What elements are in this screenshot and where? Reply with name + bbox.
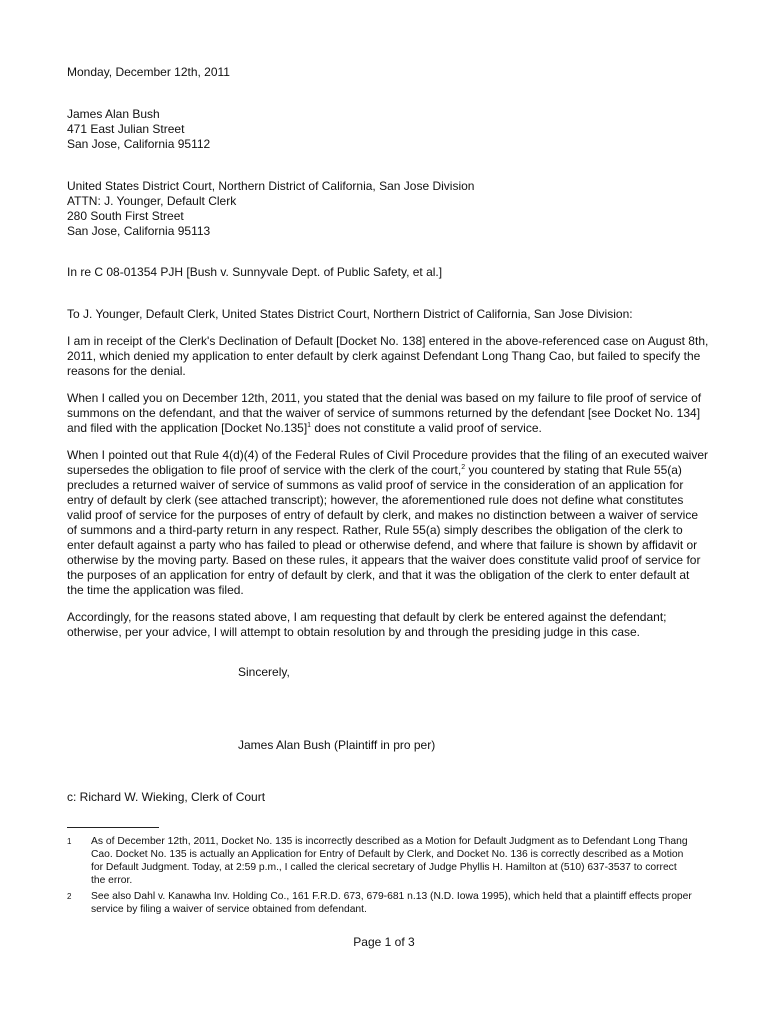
paragraph-line: the time the application was filed.: [67, 583, 244, 597]
footnote-line: Cao. Docket No. 135 is actually an Application for Entry of Default by Clerk, and Docket No. 136 is correctly described as a Motion: [91, 849, 684, 860]
paragraph-line: of summons and a third-party return in any respect. Rather, Rule 55(a) simply describes the obligation of the clerk to: [67, 523, 683, 537]
letter-date: Monday, December 12th, 2011: [67, 65, 230, 79]
recipient-attn: ATTN: J. Younger, Default Clerk: [67, 194, 237, 208]
footnote-line: the error.: [91, 875, 133, 886]
paragraph-line: Accordingly, for the reasons stated above, I am requesting that default by clerk be entered against the defendant;: [67, 610, 667, 624]
recipient-city: San Jose, California 95113: [67, 224, 211, 238]
paragraph-line: summons on the defendant, and that the waiver of service of summons returned by the defendant [see Docket No. 134]: [67, 406, 701, 420]
paragraph-line: valid proof of service for the purposes of entry of default by clerk, and makes no distinction between a waiver of service: [67, 508, 698, 522]
paragraph-1: [67, 334, 722, 379]
page-number: Page 1 of 3: [353, 935, 415, 949]
signature: James Alan Bush (Plaintiff in pro per): [238, 738, 436, 752]
paragraph-fragment: supersedes the obligation to file proof of service with the clerk of the court,: [67, 463, 462, 477]
sender-address: [67, 107, 722, 152]
footnote-ref-2[interactable]: 2: [461, 464, 466, 471]
paragraph-3: [67, 448, 722, 598]
paragraph-fragment: you countered by stating that Rule 55(a): [465, 463, 682, 477]
paragraph-line: precludes a returned waiver of service of summons as valid proof of service in the consideration of an application for: [67, 478, 684, 492]
paragraph-line: When I pointed out that Rule 4(d)(4) of the Federal Rules of Civil Procedure provides that the filing of an executed waiver: [67, 448, 709, 462]
footnote-ref-1[interactable]: 1: [307, 422, 312, 429]
paragraph-line: entry of default by clerk (see attached transcript); however, the aforementioned rule does not define what constitutes: [67, 493, 684, 507]
recipient-address: [67, 179, 722, 239]
sender-street: 471 East Julian Street: [67, 122, 185, 136]
paragraph-line: When I called you on December 12th, 2011, you stated that the denial was based on my failure to file proof of service of: [67, 391, 702, 405]
footnote-1: [67, 835, 727, 887]
footnote-line: See also Dahl v. Kanawha Inv. Holding Co., 161 F.R.D. 673, 679-681 n.13 (N.D. Iowa 1995), which held that a plaintiff effects proper: [91, 891, 692, 902]
paragraph-fragment: does not constitute a valid proof of service.: [311, 421, 542, 435]
paragraph-line: enter default against a party who has failed to plead or otherwise defend, and where that failure is shown by affidavit or: [67, 538, 698, 552]
sender-name: James Alan Bush: [67, 107, 160, 121]
paragraph-2: [67, 391, 722, 436]
re-line: In re C 08-01354 PJH [Bush v. Sunnyvale Dept. of Public Safety, et al.]: [67, 265, 443, 279]
closing: Sincerely,: [238, 665, 290, 679]
footnote-line: service by filing a waiver of service obtained from defendant.: [91, 904, 367, 915]
paragraph-line: [67, 421, 722, 436]
paragraph-line: [67, 463, 722, 478]
footnote-number: 2: [67, 892, 72, 901]
paragraph-line: reasons for the denial.: [67, 364, 186, 378]
salutation: To J. Younger, Default Clerk, United States District Court, Northern District of California, San Jose Division:: [67, 307, 633, 321]
paragraph-line: 2011, which denied my application to enter default by clerk against Defendant Long Thang Cao, but failed to specify the: [67, 349, 701, 363]
paragraph-line: otherwise by the moving party. Based on these rules, it appears that the waiver does constitute valid proof of service for: [67, 553, 701, 567]
sender-city: San Jose, California 95112: [67, 137, 211, 151]
paragraph-line: the purposes of an application for entry of default by clerk, and that it was the obligation of the clerk to enter default at: [67, 568, 690, 582]
footnote-2: [67, 890, 727, 916]
paragraph-line: I am in receipt of the Clerk's Declination of Default [Docket No. 138] entered in the above-referenced case on August 8th,: [67, 334, 709, 348]
recipient-street: 280 South First Street: [67, 209, 184, 223]
footnote-line: As of December 12th, 2011, Docket No. 135 is incorrectly described as a Motion for Default Judgment as to Defendant Long Thang: [91, 836, 688, 847]
paragraph-line: otherwise, per your advice, I will attempt to obtain resolution by and through the presiding judge in this case.: [67, 625, 640, 639]
footnote-line: for Default Judgment. Today, at 2:59 p.m., I called the clerical secretary of Judge Phyllis H. Hamilton at (510) 637-3537 to correct: [91, 862, 677, 873]
paragraph-4: [67, 610, 722, 640]
cc-line: c: Richard W. Wieking, Clerk of Court: [67, 790, 266, 804]
recipient-court: United States District Court, Northern District of California, San Jose Division: [67, 179, 475, 193]
footnote-number: 1: [67, 837, 72, 846]
paragraph-fragment: and filed with the application [Docket No.135]: [67, 421, 308, 435]
footnote-divider: [67, 827, 159, 828]
